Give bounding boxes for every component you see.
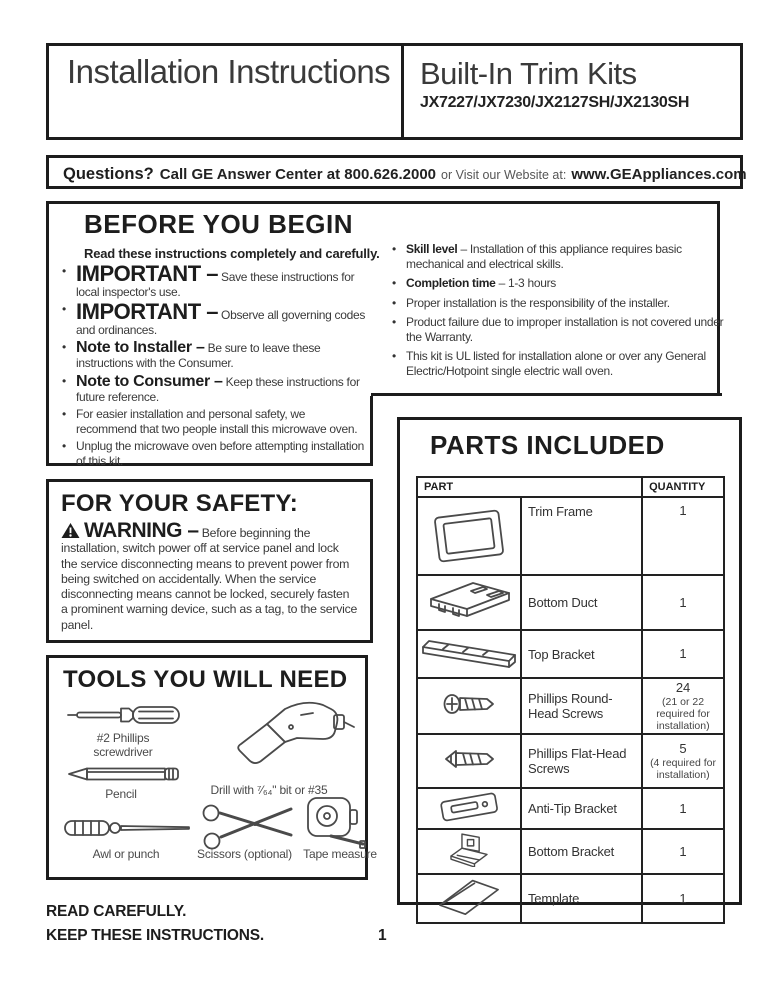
round-head-screw-icon [443, 693, 495, 715]
screwdriver-icon [67, 704, 182, 726]
list-item: • IMPORTANT – Observe all governing codes and ordinances. [62, 299, 366, 337]
bullet-icon: • [62, 439, 66, 453]
tools-box [46, 655, 377, 880]
bullet-icon: • [392, 349, 396, 363]
header-right-cell [404, 46, 740, 137]
list-item: • Completion time – 1-3 hours [392, 276, 556, 290]
trim-frame-icon [429, 504, 509, 568]
before-left-column [62, 261, 368, 471]
tape-measure-label: Tape measure [303, 847, 377, 861]
before-right-column [392, 242, 724, 383]
footer-read-carefully: READ CAREFULLY. [46, 903, 187, 920]
list-item: • IMPORTANT – Save these instructions for local inspector's use. [62, 261, 355, 299]
website-prompt: or Visit our Website at: [441, 168, 567, 182]
warning-lead: WARNING – [84, 519, 199, 542]
drill-label: Drill with ⁷⁄₆₄" bit or #35 [210, 783, 328, 797]
parts-title: PARTS INCLUDED [430, 430, 665, 460]
scissors-label: Scissors (optional) [197, 847, 292, 861]
list-item: • Skill level – Installation of this appliance requires basic mechanical and electrical skills. [392, 242, 682, 271]
template-icon [433, 876, 505, 916]
bullet-icon: • [392, 315, 396, 329]
top-bracket-icon [419, 635, 519, 669]
flat-head-screw-icon [443, 748, 495, 770]
table-row: Phillips Round-Head Screws 24 (21 or 22 required for installation) [417, 678, 724, 734]
warning-body: Before beginning the installation, switch power off at service panel and lock the service disconnecting means to prevent power from being switched on accidentally. When the service disconnecting means cannot be locked, securely fasten a prominent warning device, such as a tag, to the service panel. [61, 526, 358, 632]
list-item: • Unplug the microwave oven before attempting installation of this kit. [62, 439, 365, 468]
list-item: • Proper installation is the responsibility of the installer. [392, 295, 670, 310]
table-header-row [417, 477, 724, 497]
pencil-icon [67, 766, 182, 782]
page-title: Installation Instructions [67, 53, 391, 90]
list-item: • Product failure due to improper installation is not covered under the Warranty. [392, 315, 724, 344]
before-title: BEFORE YOU BEGIN [84, 209, 354, 239]
safety-box [46, 479, 373, 643]
safety-title: FOR YOUR SAFETY: [61, 490, 298, 517]
drill-icon [227, 694, 355, 780]
awl-icon [63, 816, 193, 840]
bullet-icon: • [62, 264, 66, 278]
bullet-icon: • [62, 407, 66, 421]
product-title: Built-In Trim Kits [420, 56, 637, 91]
model-numbers: JX7227/JX7230/JX2127SH/JX2130SH [420, 94, 690, 111]
table-row: Top Bracket 1 [417, 630, 724, 678]
scissors-icon [199, 804, 294, 850]
answer-center-phone: Call GE Answer Center at 800.626.2000 [159, 166, 437, 183]
bullet-icon: • [62, 340, 66, 354]
bullet-icon: • [62, 302, 66, 316]
quantity-note: (21 or 22 required for installation) [656, 695, 710, 732]
anti-tip-bracket-icon [434, 790, 504, 822]
part-column-header: PART [417, 477, 642, 497]
tape-measure-icon [305, 796, 367, 850]
header-box [46, 43, 743, 140]
parts-included-box [397, 417, 742, 905]
screwdriver-label: #2 Phillips screwdriver [93, 731, 153, 759]
list-item: • This kit is UL listed for installation alone or over any General Electric/Hotpoint single electric wall oven. [392, 349, 706, 378]
bullet-icon: • [62, 373, 66, 388]
questions-bar [46, 155, 747, 189]
list-item: • Note to Installer – Be sure to leave these instructions with the Consumer. [62, 339, 321, 370]
list-item: • For easier installation and personal safety, we recommend that two people install this microwave oven. [62, 407, 358, 436]
quantity-column-header: QUANTITY [642, 477, 724, 497]
warning-triangle-icon [61, 522, 80, 539]
table-row: Bottom Bracket 1 [417, 829, 724, 874]
bullet-icon: • [392, 276, 396, 290]
before-box-step-border [371, 393, 722, 396]
table-row: Template 1 [417, 874, 724, 923]
parts-table [416, 476, 725, 924]
table-row: Bottom Duct 1 [417, 575, 724, 630]
questions-label: Questions? [63, 165, 154, 183]
before-intro: Read these instructions completely and carefully. [84, 246, 380, 261]
footer-keep-instructions: KEEP THESE INSTRUCTIONS. [46, 927, 264, 944]
table-row: Anti-Tip Bracket 1 [417, 788, 724, 829]
pencil-label: Pencil [105, 787, 137, 801]
table-row: Phillips Flat-Head Screws 5 (4 required for installation) [417, 734, 724, 788]
list-item: • Note to Consumer – Keep these instructions for future reference. [62, 372, 360, 404]
table-row: Trim Frame 1 [417, 497, 724, 575]
page-number: 1 [378, 927, 387, 944]
bottom-duct-icon [423, 577, 515, 623]
header-left-cell [49, 46, 404, 137]
bottom-bracket-icon [442, 831, 496, 867]
bullet-icon: • [392, 295, 396, 310]
awl-label: Awl or punch [92, 847, 160, 861]
tools-title: TOOLS YOU WILL NEED [63, 666, 348, 693]
website-url: www.GEAppliances.com [571, 166, 747, 183]
bullet-icon: • [392, 242, 396, 256]
quantity-note: (4 required for installation) [650, 756, 717, 781]
